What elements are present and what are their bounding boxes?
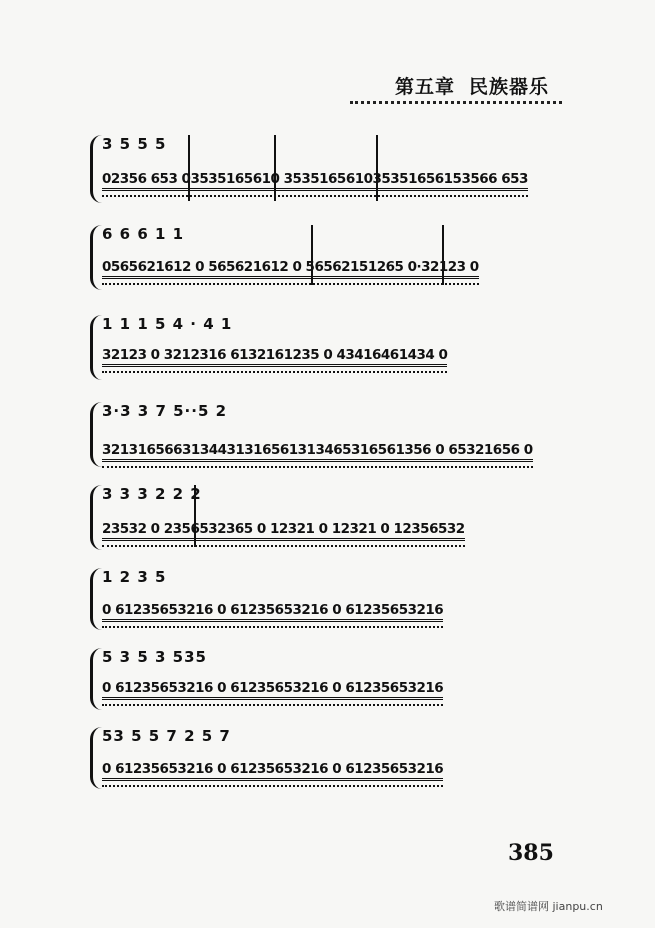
- barline: [188, 135, 190, 201]
- lower-staff-notes: 0 61235653216 0 61235653216 0 61235653216: [102, 680, 443, 700]
- upper-staff-notes: 1 1 1 5 4 · 4 1: [102, 315, 233, 333]
- upper-staff-notes: 53 5 5 7 2 5 7: [102, 727, 231, 745]
- page-number: 385: [508, 840, 554, 866]
- chapter-header: [395, 72, 563, 99]
- upper-staff-notes: 3 5 5 5: [102, 135, 167, 153]
- header-dotted-rule: [350, 101, 562, 104]
- lower-staff-notes: 0565621612 0 565621612 0 56562151265 0·32123 0: [102, 259, 479, 279]
- watermark-text: 歌谱简谱网 jianpu.cn: [494, 900, 603, 913]
- score-system-2: [96, 225, 556, 290]
- upper-staff-notes: 3·3 3 7 5··5 2: [102, 402, 228, 420]
- barline: [376, 135, 378, 201]
- score-system-4: [96, 402, 556, 467]
- upper-staff-notes: 5 3 5 3 535: [102, 648, 207, 666]
- lower-staff-notes: 3213165663134431316561313465316561356 0 65321656 0: [102, 442, 533, 462]
- score-system-6: [96, 568, 556, 630]
- upper-staff-notes: 1 2 3 5: [102, 568, 167, 586]
- upper-staff-notes: 6 6 6 1 1: [102, 225, 185, 243]
- upper-staff-notes: 3 3 3 2 2 2: [102, 485, 202, 503]
- barline: [274, 135, 276, 201]
- score-system-3: [96, 315, 556, 380]
- lower-staff-notes: 0 61235653216 0 61235653216 0 61235653216: [102, 602, 443, 622]
- score-system-7: [96, 648, 556, 710]
- score-system-8: [96, 727, 556, 789]
- lower-staff-notes: 23532 0 2356532365 0 12321 0 12321 0 12356532: [102, 521, 465, 541]
- lower-staff-notes: 02356 653 03535165610 353516561035351656153566 653: [102, 171, 528, 191]
- chapter-title: 民族器乐: [469, 76, 550, 98]
- chapter-number: 第五章: [395, 76, 456, 98]
- score-system-1: [96, 135, 556, 203]
- score-system-5: [96, 485, 556, 550]
- lower-staff-notes: 32123 0 3212316 6132161235 0 43416461434 0: [102, 347, 447, 367]
- lower-staff-notes: 0 61235653216 0 61235653216 0 61235653216: [102, 761, 443, 781]
